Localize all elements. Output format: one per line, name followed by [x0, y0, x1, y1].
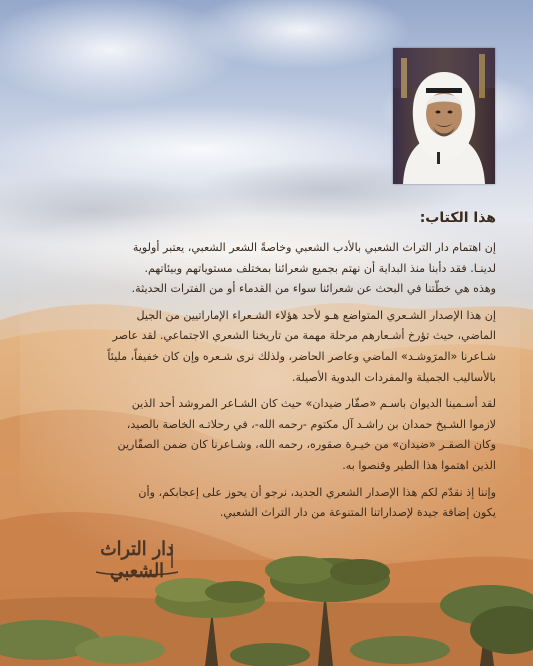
- publisher-logo: [92, 538, 182, 582]
- paragraph-3: [36, 394, 496, 476]
- author-portrait: [393, 48, 495, 184]
- paragraph-line: بالأساليب الجميلة والمفردات البدوية الأصيلة.: [292, 370, 496, 384]
- paragraph-line: يكون إضافة جيدة لإصداراتنا المتنوعة من دار التراث الشعبي.: [219, 506, 496, 520]
- paragraph-line: الماضي، حيث تؤرخ أشـعارهم مرحلة مهمة من تاريخنا الشعري الاجتماعي. لقد عاصر: [112, 329, 496, 343]
- paragraph-line: وإننا إذ نقدّم لكم هذا الإصدار الشعري الجديد، نرجو أن يحوز على إعجابكم، وأن: [138, 485, 496, 499]
- paragraph-line: وهذه هي خطّتنا في البحث عن شعرائنا سواء من القدماء أو من الفترات الحديثة.: [131, 282, 496, 296]
- paragraph-line: إن اهتمام دار التراث الشعبي بالأدب الشعبي وخاصةً الشعر الشعبي، يعتبر أولوية: [132, 241, 496, 254]
- paragraph-line: الذين اهتموا هذا الطير وقنصوا به.: [342, 458, 496, 472]
- book-description: [36, 210, 496, 530]
- section-heading: هذا الكتاب:: [419, 210, 496, 226]
- paragraph-line: وكان الصقـر «ضيدان» من خيـرة صقوره، رحمه الله، وشـاعرنا كان ضمن الصقّارين: [117, 438, 496, 452]
- paragraph-1: [36, 238, 496, 300]
- paragraph-line: إن هذا الإصدار الشـعري المتواضع هـو لأحد هؤلاء الشـعراء الإماراتيين من الجيل: [136, 308, 496, 322]
- paragraph-line: شـاعرنا «المرَوشـد» الماضي وعاصر الحاضر، ولذلك نرى شـعره وإن كان خفيفاً، مليئاً: [107, 349, 496, 363]
- paragraph-line: لازموا الشـيخ حمدان بن راشـد آل مكتوم -رحمه الله-، في رحلاتـه الخاصة بالصيد،: [126, 417, 496, 431]
- paragraph-2: [36, 306, 496, 388]
- logo-text: دار التراث الشعبي: [100, 538, 174, 582]
- paragraph-4: [36, 483, 496, 524]
- paragraph-line: لدينـا. فقد دأبنا منذ البداية أن نهتم بجميع شعرائنا بمختلف مستوياتهم وبيئاتهم.: [144, 261, 496, 275]
- paragraph-line: لقد أسـمينا الديوان باسـم «صقّار ضيدان» حيث كان الشـاعر المروشد أحد الذين: [131, 397, 496, 411]
